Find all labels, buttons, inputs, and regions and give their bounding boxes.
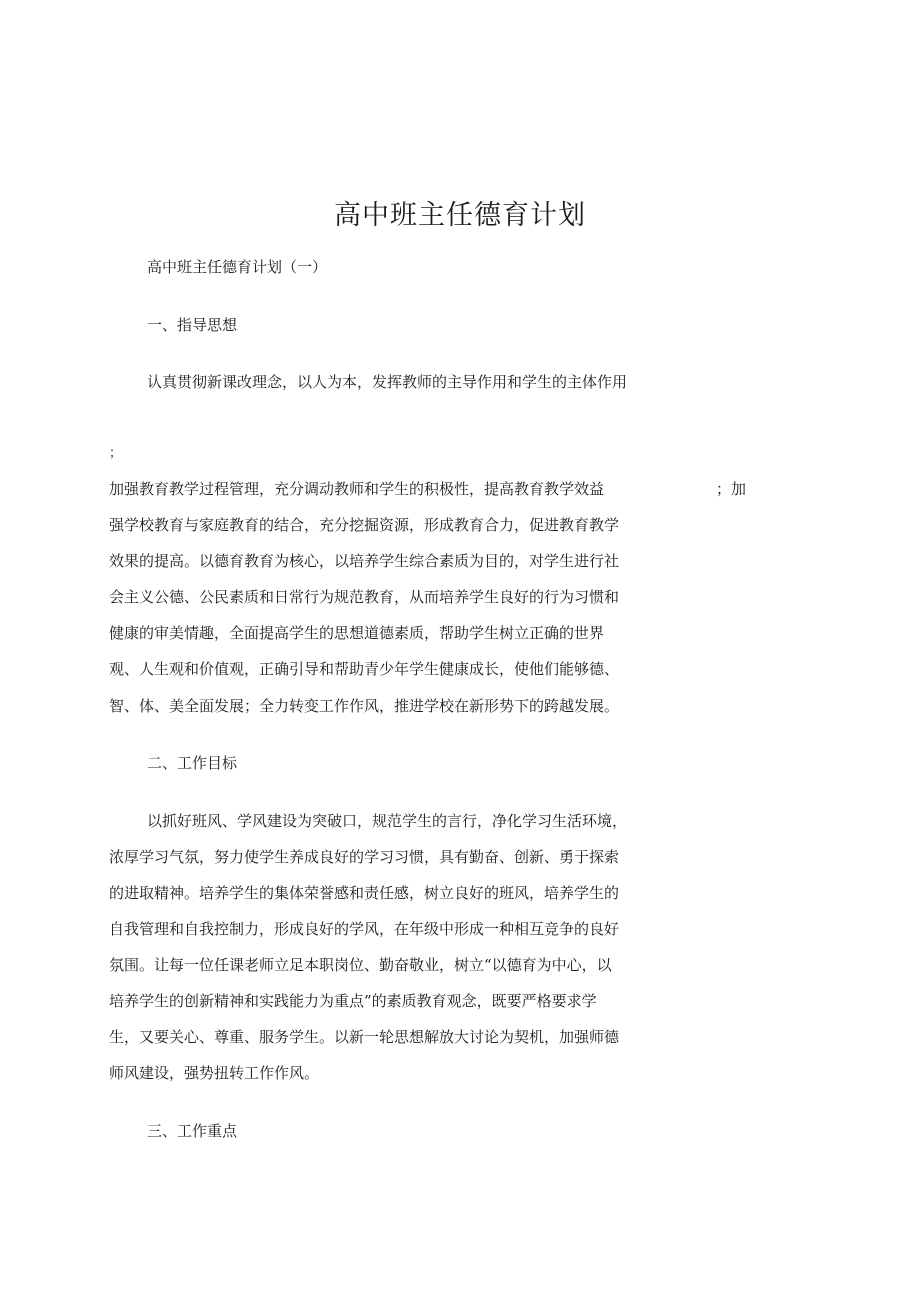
section-heading-guiding-ideology: 一、指导思想 (147, 316, 238, 334)
stray-semicolon: ； (109, 446, 123, 461)
paragraph-line: 会主义公德、公民素质和日常行为规范教育，从而培养学生良好的行为习惯和 (109, 588, 620, 606)
section-heading-work-focus: 三、工作重点 (147, 1122, 238, 1140)
paragraph-line: 培养学生的创新精神和实践能力为重点”的素质教育观念，既要严格要求学 (109, 992, 597, 1010)
paragraph-line: 浓厚学习气氛，努力使学生养成良好的学习习惯，具有勤奋、创新、勇于探索 (109, 848, 620, 866)
paragraph-line: 的进取精神。培养学生的集体荣誉感和责任感，树立良好的班风，培养学生的 (109, 884, 620, 902)
paragraph-line: 强学校教育与家庭教育的结合，充分挖掘资源，形成教育合力，促进教育教学 (109, 516, 620, 534)
document-subtitle: 高中班主任德育计划（一） (147, 258, 328, 276)
document-title: 高中班主任德育计划 (334, 200, 586, 231)
paragraph-line: 生，又要关心、尊重、服务学生。以新一轮思想解放大讨论为契机，加强师德 (109, 1028, 620, 1046)
paragraph-line-tail: ；加 (716, 480, 747, 498)
paragraph-line: 氛围。让每一位任课老师立足本职岗位、勤奋敬业，树立“以德育为中心，以 (109, 956, 612, 974)
section-heading-work-goals: 二、工作目标 (147, 754, 238, 772)
paragraph-line: 智、体、美全面发展；全力转变工作作风，推进学校在新形势下的跨越发展。 (109, 697, 620, 715)
paragraph-line: 观、人生观和价值观，正确引导和帮助青少年学生健康成长，使他们能够德、 (109, 660, 620, 678)
paragraph-line: 效果的提高。以德育教育为核心，以培养学生综合素质为目的，对学生进行社 (109, 552, 620, 570)
paragraph-line: 以抓好班风、学风建设为突破口，规范学生的言行，净化学习生活环境， (147, 812, 628, 830)
paragraph-line: 加强教育教学过程管理，充分调动教师和学生的积极性，提高教育教学效益 (109, 480, 605, 498)
paragraph-line: 自我管理和自我控制力，形成良好的学风，在年级中形成一种相互竞争的良好 (109, 920, 620, 938)
paragraph-line: 认真贯彻新课改理念，以人为本，发挥教师的主导作用和学生的主体作用 (147, 373, 628, 391)
paragraph-line: 师风建设，强势扭转工作作风。 (109, 1064, 320, 1082)
paragraph-line: 健康的审美情趣，全面提高学生的思想道德素质，帮助学生树立正确的世界 (109, 624, 605, 642)
